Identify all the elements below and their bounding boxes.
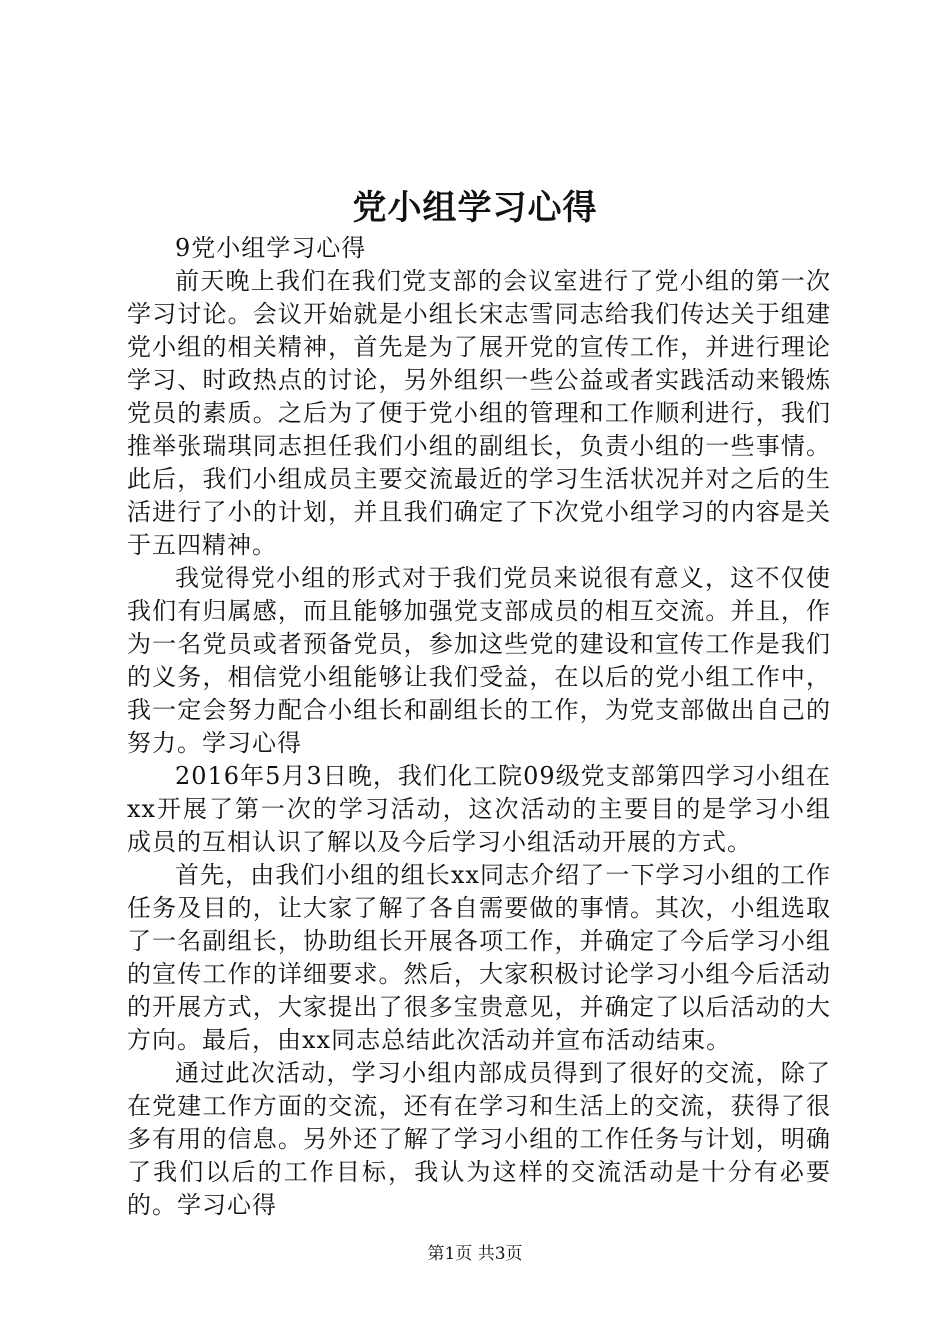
document-subtitle: 9党小组学习心得	[175, 234, 367, 262]
paragraph-1: 前天晚上我们在我们党支部的会议室进行了党小组的第一次学习讨论。会议开始就是小组长宋志雪同志给我们传达关于组建党小组的相关精神，首先是为了展开党的宣传工作，并进行理论学习、时政热点的讨论，另外组织一些公益或者实践活动来锻炼党员的素质。之后为了便于党小组的管理和工作顺利进行，我们推举张瑞琪同志担任我们小组的副组长，负责小组的一些事情。此后，我们小组成员主要交流最近的学习生活状况并对之后的生活进行了小的计划，并且我们确定了下次党小组学习的内容是关于五四精神。	[127, 267, 831, 559]
paragraph-4: 首先，由我们小组的组长xx同志介绍了一下学习小组的工作任务及目的，让大家了解了各自需要做的事情。其次，小组选取了一名副组长，协助组长开展各项工作，并确定了今后学习小组的宣传工作的详细要求。然后，大家积极讨论学习小组今后活动的开展方式，大家提出了很多宝贵意见，并确定了以后活动的大方向。最后，由xx同志总结此次活动并宣布活动结束。	[127, 861, 831, 1054]
paragraph-5: 通过此次活动，学习小组内部成员得到了很好的交流，除了在党建工作方面的交流，还有在学习和生活上的交流，获得了很多有用的信息。另外还了解了学习小组的工作任务与计划，明确了我们以后的工作目标，我认为这样的交流活动是十分有必要的。学习心得	[127, 1059, 831, 1219]
document-body	[127, 232, 831, 1222]
page-footer: 第1页 共3页	[427, 1244, 523, 1264]
document-title: 党小组学习心得	[352, 188, 598, 228]
paragraph-2: 我觉得党小组的形式对于我们党员来说很有意义，这不仅使我们有归属感，而且能够加强党支部成员的相互交流。并且，作为一名党员或者预备党员，参加这些党的建设和宣传工作是我们的义务，相信党小组能够让我们受益，在以后的党小组工作中，我一定会努力配合小组长和副组长的工作，为党支部做出自己的努力。学习心得	[127, 564, 831, 757]
paragraph-3: 2016年5月3日晚，我们化工院09级党支部第四学习小组在xx开展了第一次的学习活动，这次活动的主要目的是学习小组成员的互相认识了解以及今后学习小组活动开展的方式。	[127, 762, 831, 856]
